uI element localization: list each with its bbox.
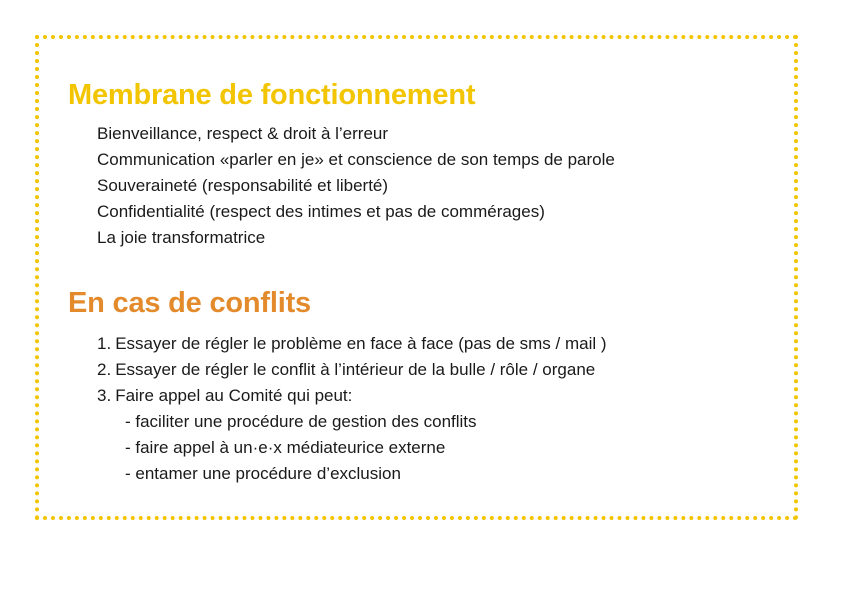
conflits-steps-list <box>97 331 607 487</box>
conflit-step <box>97 383 607 487</box>
comite-action-item: - faire appel à un·e·x médiateurice externe <box>125 438 446 457</box>
step-text: Essayer de régler le conflit à l’intérieur de la bulle / rôle / organe <box>115 360 596 379</box>
membrane-item: Souveraineté (responsabilité et liberté) <box>97 176 389 195</box>
comite-actions-list <box>97 409 607 487</box>
step-number: 3. <box>97 386 112 405</box>
conflit-step <box>97 331 607 357</box>
step-number: 2. <box>97 360 112 379</box>
step-text: Faire appel au Comité qui peut: <box>115 386 353 405</box>
conflit-step <box>97 357 607 383</box>
membrane-item: La joie transformatrice <box>97 228 266 247</box>
membrane-item: Bienveillance, respect & droit à l’erreur <box>97 124 389 143</box>
comite-action-item: - entamer une procédure d’exclusion <box>125 464 401 483</box>
conflits-title: En cas de conflits <box>68 287 311 319</box>
step-text: Essayer de régler le problème en face à face (pas de sms / mail ) <box>115 334 607 353</box>
step-number: 1. <box>97 334 112 353</box>
membrane-list <box>97 121 615 251</box>
membrane-item: Confidentialité (respect des intimes et pas de commérages) <box>97 202 545 221</box>
membrane-item: Communication «parler en je» et conscience de son temps de parole <box>97 150 615 169</box>
comite-action-item: - faciliter une procédure de gestion des conflits <box>125 412 477 431</box>
membrane-title: Membrane de fonctionnement <box>68 79 476 111</box>
